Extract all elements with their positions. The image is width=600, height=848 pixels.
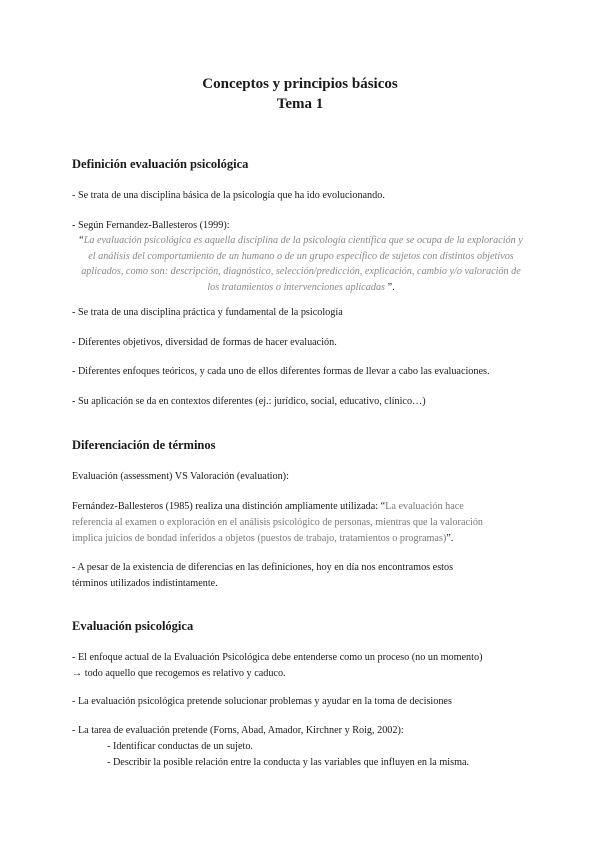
paragraph-diferentes-enfoques: - Diferentes enfoques teóricos, y cada uno de ellos diferentes formas de llevar a cabo las evaluaciones.: [72, 366, 490, 377]
paragraph-enfoque-actual-line1: - El enfoque actual de la Evaluación Psicológica debe entenderse como un proceso (no un momento): [72, 652, 483, 663]
definition-quote: [76, 233, 526, 295]
paragraph-segun-autor: - Según Fernandez-Ballesteros (1999):: [72, 220, 230, 231]
section-heading-diferenciacion: Diferenciación de términos: [72, 438, 216, 452]
paragraph-enfoque-actual-line2: → todo aquello que recogemos es relativo y caduco.: [72, 668, 286, 679]
paragraph-disciplina-basica: - Se trata de una disciplina básica de la psicología que ha ido evolucionando.: [72, 190, 385, 201]
paragraph-assessment-vs-evaluation: Evaluación (assessment) VS Valoración (evaluation):: [72, 471, 289, 482]
paragraph-solucionar-problemas: - La evaluación psicológica pretende solucionar problemas y ayudar en la toma de decisiones: [72, 696, 452, 707]
distincion-close-mark: ”.: [446, 533, 454, 544]
distincion-quote-part3: implica juicios de bondad inferidos a objetos (puestos de trabajo, tratamientos o programas): [72, 533, 447, 544]
paragraph-distincion-line3: [72, 531, 453, 547]
paragraph-tarea-evaluacion: - La tarea de evaluación pretende (Forns, Abad, Amador, Kirchner y Roig, 2002):: [72, 725, 404, 736]
distincion-quote-part1: La evaluación hace: [385, 501, 464, 512]
paragraph-disciplina-practica: - Se trata de una disciplina práctica y fundamental de la psicología: [72, 307, 343, 318]
paragraph-diferentes-objetivos: - Diferentes objetivos, diversidad de formas de hacer evaluación.: [72, 337, 337, 348]
list-item-describir: - Describir la posible relación entre la conducta y las variables que influyen en la misma.: [107, 757, 470, 768]
section-heading-definicion: Definición evaluación psicológica: [72, 157, 249, 171]
paragraph-a-pesar-line2: términos utilizados indistintamente.: [72, 578, 218, 589]
distincion-quote-part2: referencia al examen o exploración en el análisis psicológico de personas, mientras que la valoración: [72, 517, 484, 528]
distincion-intro: Fernández-Ballesteros (1985) realiza una distinción ampliamente utilizada: “: [72, 501, 386, 512]
paragraph-contextos: - Su aplicación se da en contextos diferentes (ej.: jurídico, social, educativo, clínico…): [72, 396, 426, 407]
quote-text: La evaluación psicológica es aquella disciplina de la psicología científica que se ocupa de la exploración y el análisis del comportamiento de un humano o de un grupo específico de sujetos con distintos objetivos aplicados, como son: descripción, diagnóstico, selección/predicción, explicación, cambio y/o valoración de los tratamientos o intervenciones aplicadas: [81, 235, 523, 293]
document-title: Conceptos y principios básicos: [202, 76, 398, 92]
list-item-identificar: - Identificar conductas de un sujeto.: [107, 741, 253, 752]
paragraph-a-pesar-line1: - A pesar de la existencia de diferencias en las definiciones, hoy en día nos encontramos estos: [72, 562, 454, 573]
section-heading-evaluacion: Evaluación psicológica: [72, 619, 194, 633]
paragraph-distincion-line1: [72, 499, 464, 515]
document-subtitle: Tema 1: [276, 96, 324, 112]
quote-open-mark: “: [79, 235, 84, 246]
quote-close-mark: ”.: [385, 281, 395, 293]
